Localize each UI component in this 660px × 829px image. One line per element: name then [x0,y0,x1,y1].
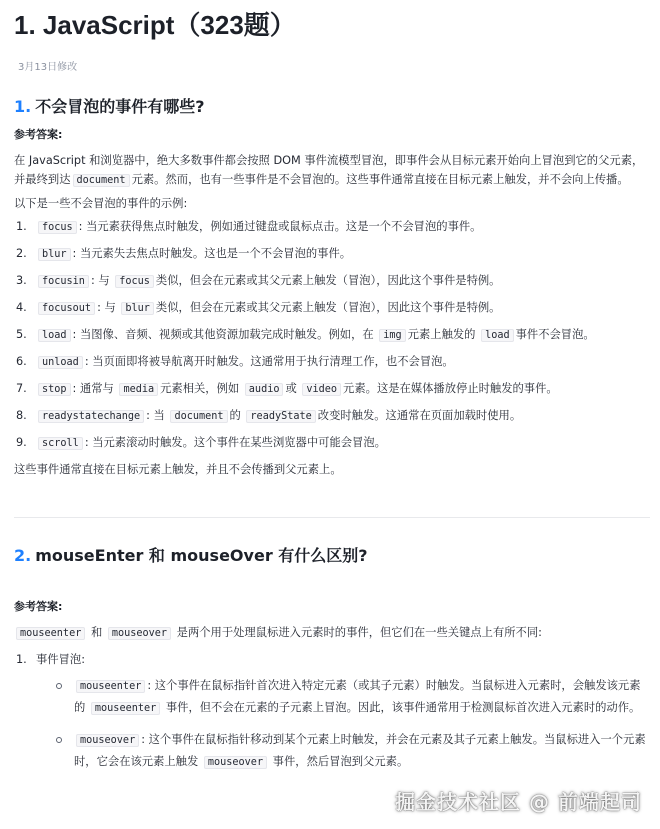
section-1-summary: 这些事件通常直接在目标元素上触发，并且不会传播到父元素上。 [14,463,342,476]
inline-code: video [302,383,341,396]
section-1-title: 不会冒泡的事件有哪些? [35,97,205,116]
section-1-number: 1. [14,97,32,116]
list-item: 2. blur : 当元素失去焦点时触发。这也是一个不会冒泡的事件。 [16,247,352,260]
inline-code: focusin [38,275,89,288]
list-item: 1. 事件冒泡: mouseenter : 这个事件在鼠标指针首次进入特定元素（或其子元素）时触发。当鼠标进入元素时，会触发该元素的 mouseenter 事件，但不会在元素的子元素上冒泡。因此，该事件通常用于检测鼠标首次进入元素时的动作。 mouseover : 这个事件在鼠标指针移动到某个元素上时触发，并会在元素及其子元素上触发。当鼠标进入一个元素时，它会在该元素上触发 mouseover 事件，然后冒泡到父元素。 [14,650,650,773]
section-1-ref-label: 参考答案: [14,128,63,141]
list-item: 6. unload : 当页面即将被导航离开时触发。这通常用于执行清理工作，也不会冒泡。 [16,355,454,368]
differences-list [14,650,650,773]
section-1-intro: 在 JavaScript 和浏览器中，绝大多数事件都会按照 DOM 事件流模型冒泡，即事件会从目标元素开始向上冒泡到它的父元素，并最终到达 document 元素。然而，也有一些事件是不会冒泡的。这些事件通常直接在目标元素上触发，并不会向上传播。 [14,154,644,186]
section-2-heading [14,544,650,568]
section-2-ref-label: 参考答案: [14,600,63,613]
sub-list-item: mouseenter : 这个事件在鼠标指针首次进入特定元素（或其子元素）时触发。当鼠标进入元素时，会触发该元素的 mouseenter 事件，但不会在元素的子元素上冒泡。因此，该事件通常用于检测鼠标首次进入元素时的动作。 [52,675,650,719]
bullet-icon [56,683,62,689]
inline-code: load [481,329,514,342]
inline-code: audio [245,383,284,396]
non-bubbling-events-list [14,217,650,453]
inline-code: load [38,329,71,342]
inline-code: stop [38,383,71,396]
list-item: 3. focusin : 与 focus 类似，但会在元素或其父元素上触发（冒泡），因此这个事件是特例。 [16,274,501,287]
list-item: 5. load : 当图像、音频、视频或其他资源加载完成时触发。例如，在 img 元素上触发的 load 事件不会冒泡。 [16,328,595,341]
list-item: 7. stop : 通常与 media 元素相关，例如 audio 或 video 元素。这是在媒体播放停止时触发的事件。 [16,382,558,395]
inline-code: focusout [38,302,95,315]
section-2-title: mouseEnter 和 mouseOver 有什么区别? [35,546,368,565]
page-title: 1. JavaScript（323题） [14,10,296,40]
section-2-intro: mouseenter 和 mouseover 是两个用于处理鼠标进入元素时的事件，但它们在一些关键点上有所不同: [14,623,650,643]
inline-code: mouseenter [16,627,85,640]
inline-code: focus [115,275,154,288]
inline-code: scroll [38,437,83,450]
watermark: 掘金技术社区 @ 前端起司 [395,790,642,814]
list-item: 9. scroll : 当元素滚动时触发。这个事件在某些浏览器中可能会冒泡。 [16,436,386,449]
list-item: 4. focusout : 与 blur 类似，但会在元素或其父元素上触发（冒泡），因此这个事件是特例。 [16,301,501,314]
section-2-number: 2. [14,546,32,565]
inline-code: document [73,174,130,187]
inline-code: mouseover [204,756,267,769]
inline-code: mouseenter [91,702,160,715]
list-item: 8. readystatechange : 当 document 的 readyState 改变时触发。这通常在页面加载时使用。 [16,409,522,422]
modified-date: 3月13日修改 [18,62,78,73]
inline-code: mouseenter [76,680,145,693]
inline-code: mouseover [108,627,171,640]
inline-code: unload [38,356,83,369]
section-1-heading [14,95,650,119]
inline-code: readyState [246,410,315,423]
section-1-list-intro: 以下是一些不会冒泡的事件的示例: [14,197,188,210]
inline-code: focus [38,221,77,234]
inline-code: document [170,410,227,423]
inline-code: mouseover [76,734,139,747]
inline-code: img [379,329,405,342]
inline-code: media [119,383,158,396]
list-item: 1. focus : 当元素获得焦点时触发，例如通过键盘或鼠标点击。这是一个不会冒泡的事件。 [16,220,482,233]
event-bubbling-sublist [36,675,650,773]
inline-code: blur [121,302,154,315]
inline-code: readystatechange [38,410,144,423]
inline-code: blur [38,248,71,261]
section-divider [14,517,650,518]
sub-list-item: mouseover : 这个事件在鼠标指针移动到某个元素上时触发，并会在元素及其子元素上触发。当鼠标进入一个元素时，它会在该元素上触发 mouseover 事件，然后冒泡到父元素。 [52,729,650,773]
bullet-icon [56,737,62,743]
